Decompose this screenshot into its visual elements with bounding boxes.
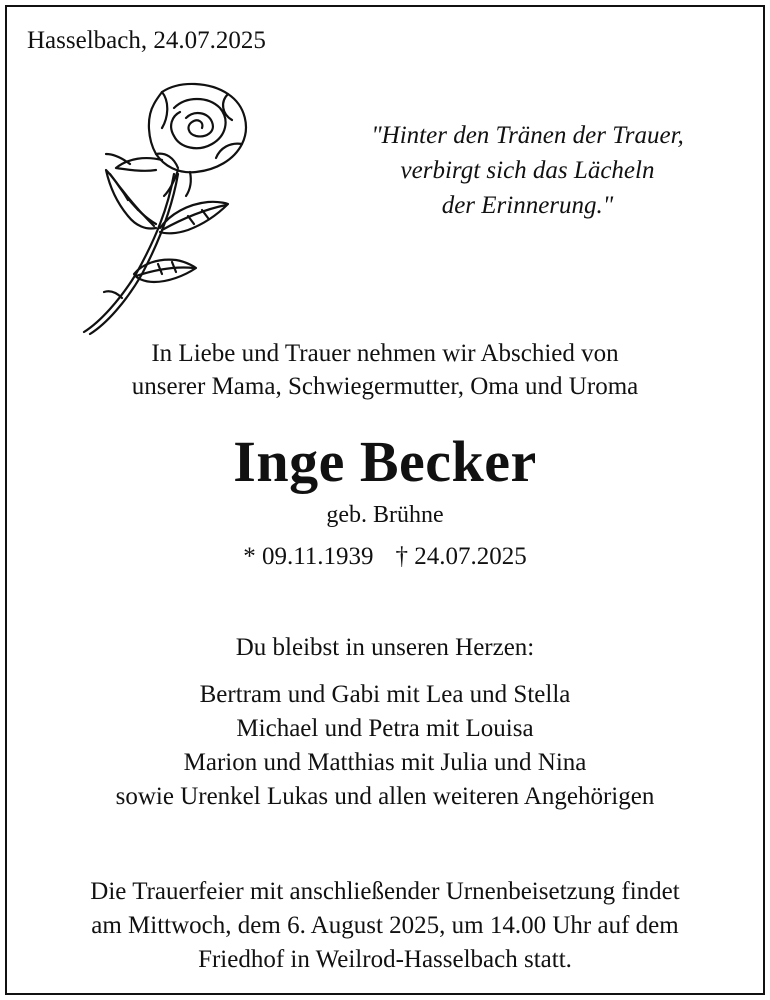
intro-text	[0, 337, 770, 403]
ceremony-line: Friedhof in Weilrod-Hasselbach statt.	[198, 946, 572, 973]
place-date: Hasselbach, 24.07.2025	[27, 27, 266, 54]
ceremony-line: am Mittwoch, dem 6. August 2025, um 14.00 Uhr auf dem	[91, 912, 679, 939]
ceremony-line: Die Trauerfeier mit anschließender Urnenbeisetzung findet	[90, 878, 680, 905]
quote-line: verbirgt sich das Lächeln	[400, 157, 655, 184]
mourners-list	[0, 678, 770, 814]
intro-line: In Liebe und Trauer nehmen wir Abschied von	[151, 340, 619, 367]
deceased-name: Inge Becker	[233, 429, 537, 494]
birth-date: * 09.11.1939	[243, 543, 374, 570]
mourners-motto: Du bleibst in unseren Herzen:	[235, 634, 535, 661]
death-date: † 24.07.2025	[395, 543, 527, 570]
rose-icon	[70, 78, 260, 336]
quote-line: "Hinter den Tränen der Trauer,	[371, 122, 684, 149]
quote-line: der Erinnerung."	[441, 192, 614, 219]
mourner-line: Marion und Matthias mit Julia und Nina	[183, 749, 587, 776]
mourner-line: Michael und Petra mit Louisa	[236, 715, 534, 742]
birth-name: geb. Brühne	[326, 502, 444, 528]
life-dates	[0, 540, 770, 574]
mourner-line: Bertram und Gabi mit Lea und Stella	[199, 681, 571, 708]
ceremony-info	[0, 875, 770, 977]
memorial-quote	[330, 118, 725, 223]
intro-line: unserer Mama, Schwiegermutter, Oma und Uroma	[131, 373, 639, 400]
mourner-line: sowie Urenkel Lukas und allen weiteren Angehörigen	[115, 783, 655, 810]
